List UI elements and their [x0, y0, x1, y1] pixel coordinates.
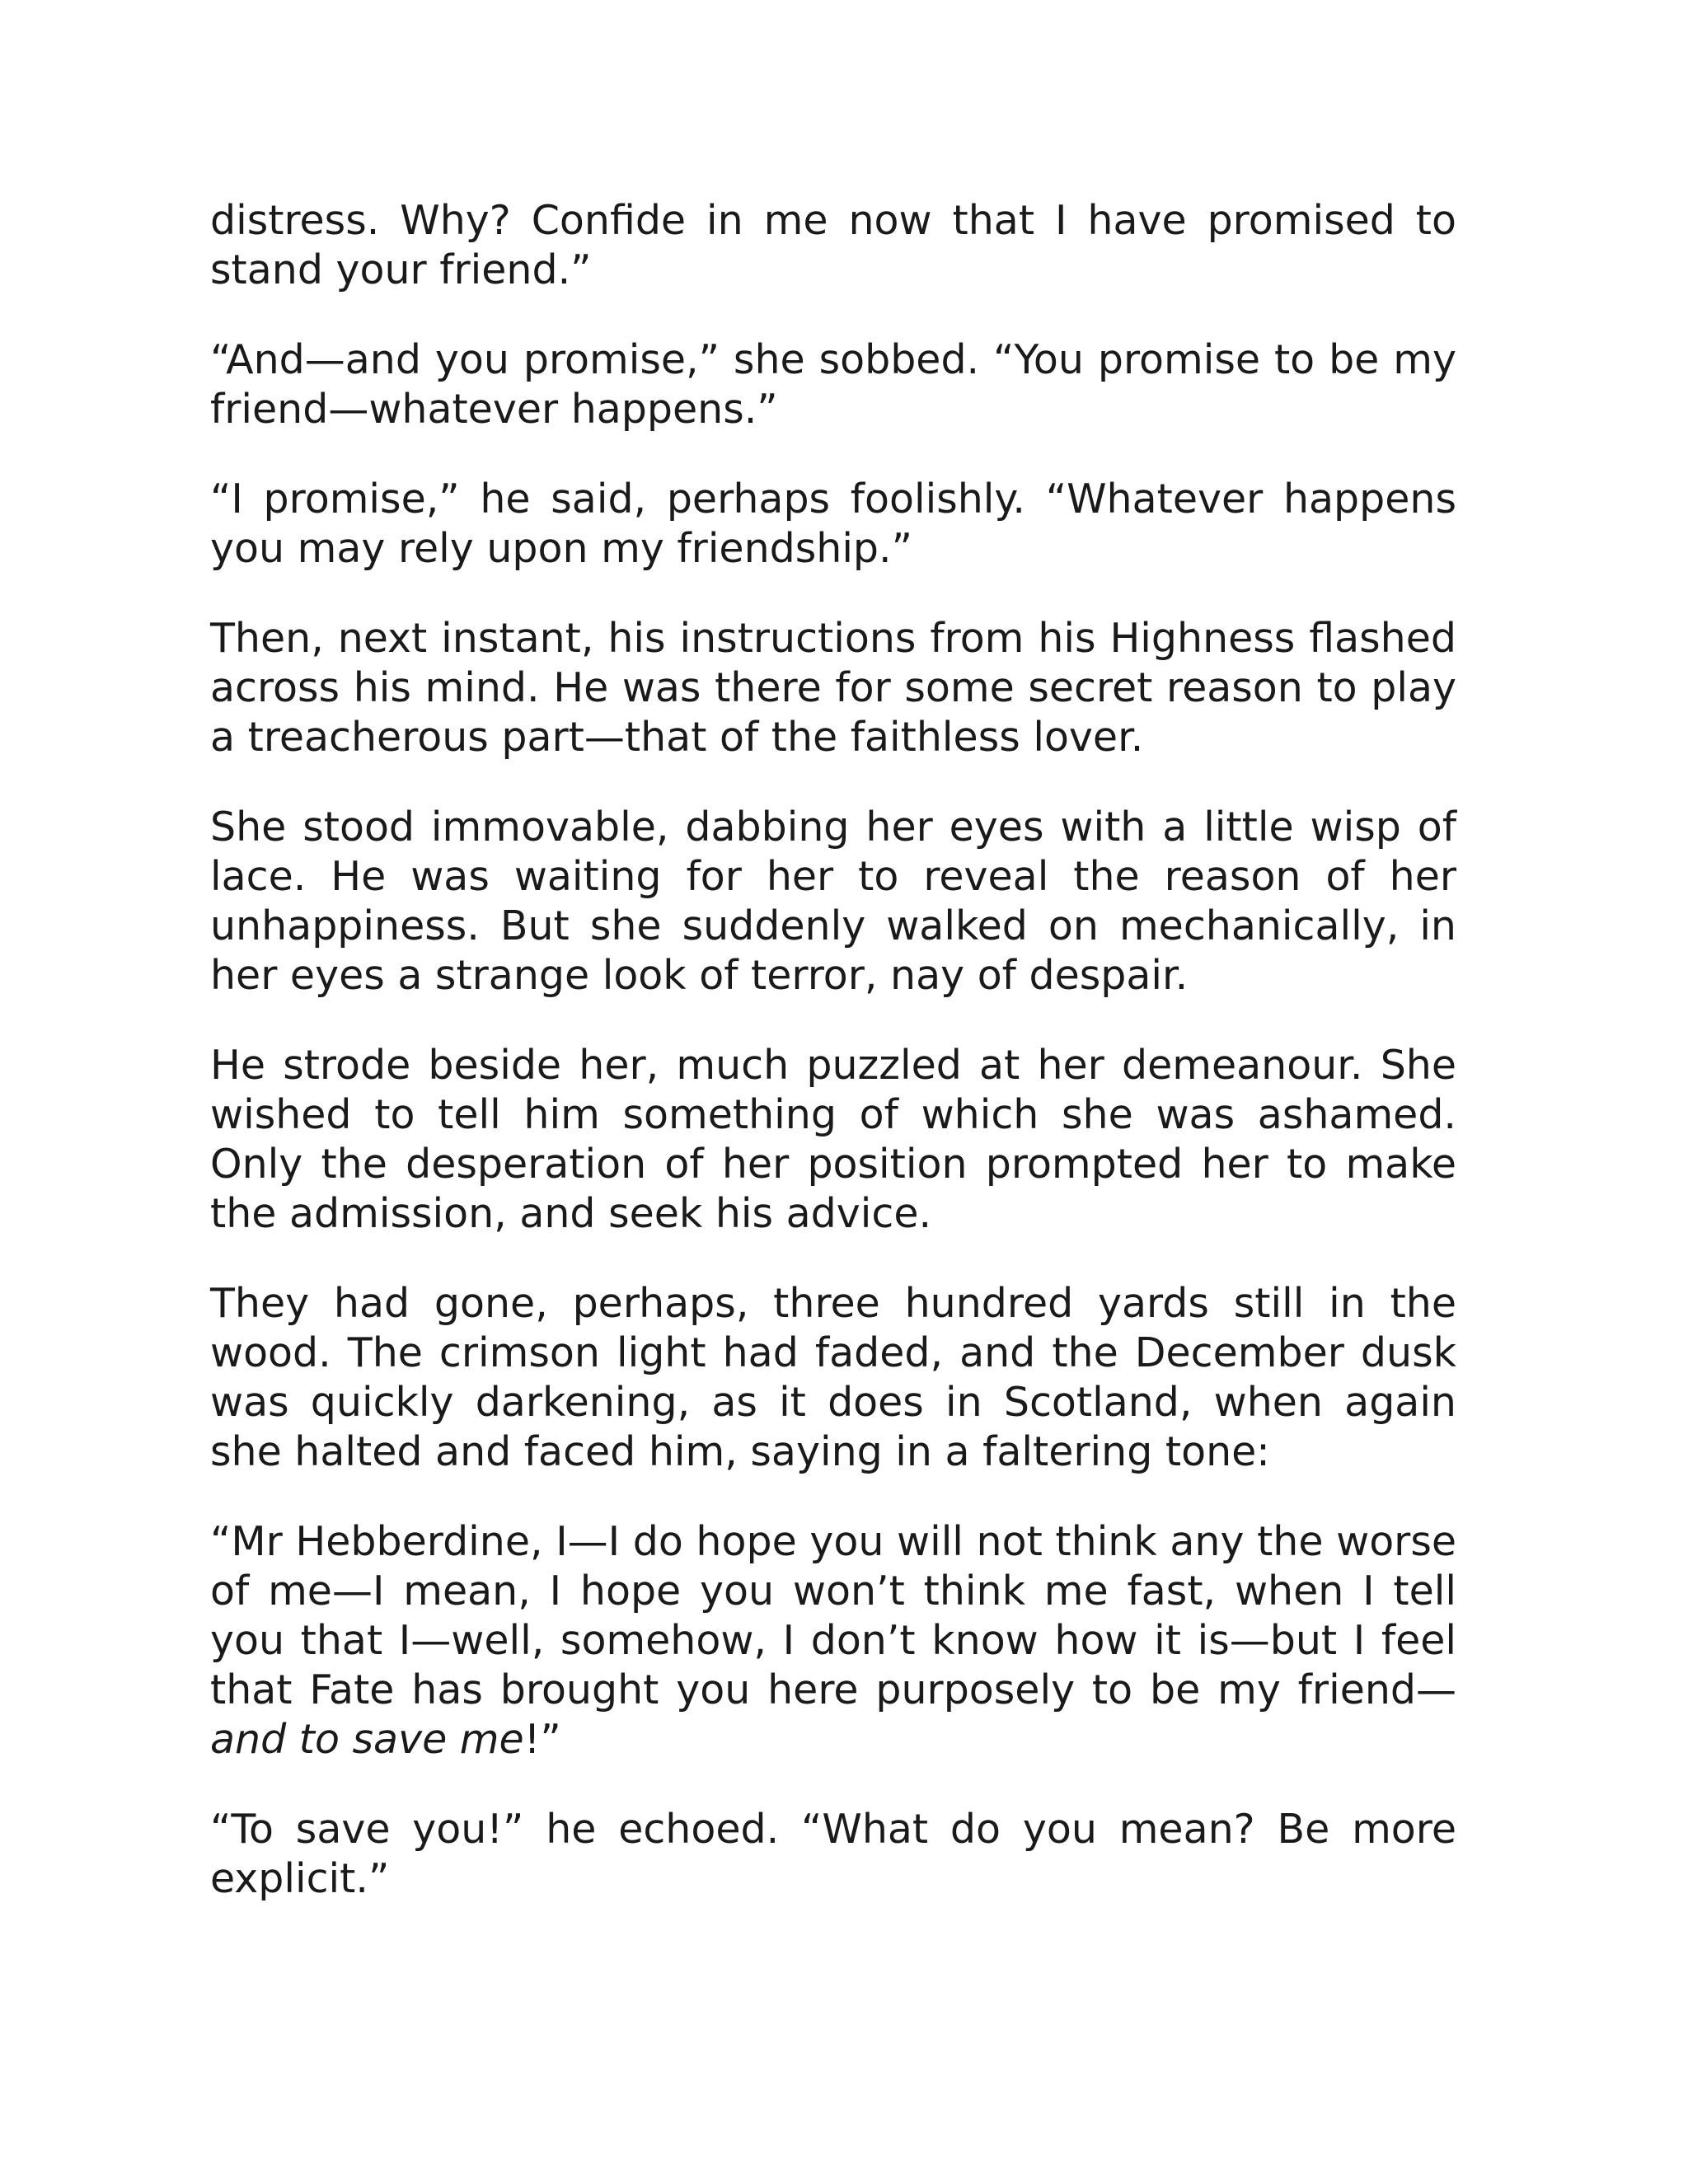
paragraph: “I promise,” he said, perhaps foolishly. “Whatever happens you may rely upon my friendship.”	[210, 476, 1456, 572]
paragraph-text: !”	[523, 1716, 561, 1763]
paragraph: She stood immovable, dabbing her eyes with a little wisp of lace. He was waiting for her to reveal the reason of her unhappiness. But she suddenly walked on mechanically, in her eyes a strange look of terror, nay of despair.	[210, 804, 1456, 999]
paragraph: He strode beside her, much puzzled at her demeanour. She wished to tell him something of which she was ashamed. Only the desperation of her position prompted her to make the admission, and seek his advice.	[210, 1042, 1456, 1237]
page-body	[210, 196, 1456, 1904]
paragraph: distress. Why? Confide in me now that I have promised to stand your friend.”	[210, 197, 1456, 293]
paragraph-text: “Mr Hebberdine, I—I do hope you will not think any the worse of me—I mean, I hope you won’t think me fast, when I tell you that I—well, somehow, I don’t know how it is—but I feel that Fate has brought you here purposely to be my friend—	[210, 1518, 1456, 1713]
emphasis-text: and to save me	[210, 1716, 524, 1763]
paragraph	[210, 1517, 1456, 1765]
paragraph: “To save you!” he echoed. “What do you mean? Be more explicit.”	[210, 1806, 1456, 1902]
paragraph: “And—and you promise,” she sobbed. “You promise to be my friend—whatever happens.”	[210, 336, 1456, 433]
paragraph: They had gone, perhaps, three hundred yards still in the wood. The crimson light had faded, and the December dusk was quickly darkening, as it does in Scotland, when again she halted and faced him, saying in a faltering tone:	[210, 1280, 1456, 1475]
paragraph: Then, next instant, his instructions from his Highness flashed across his mind. He was there for some secret reason to play a treacherous part—that of the faithless lover.	[210, 615, 1456, 761]
